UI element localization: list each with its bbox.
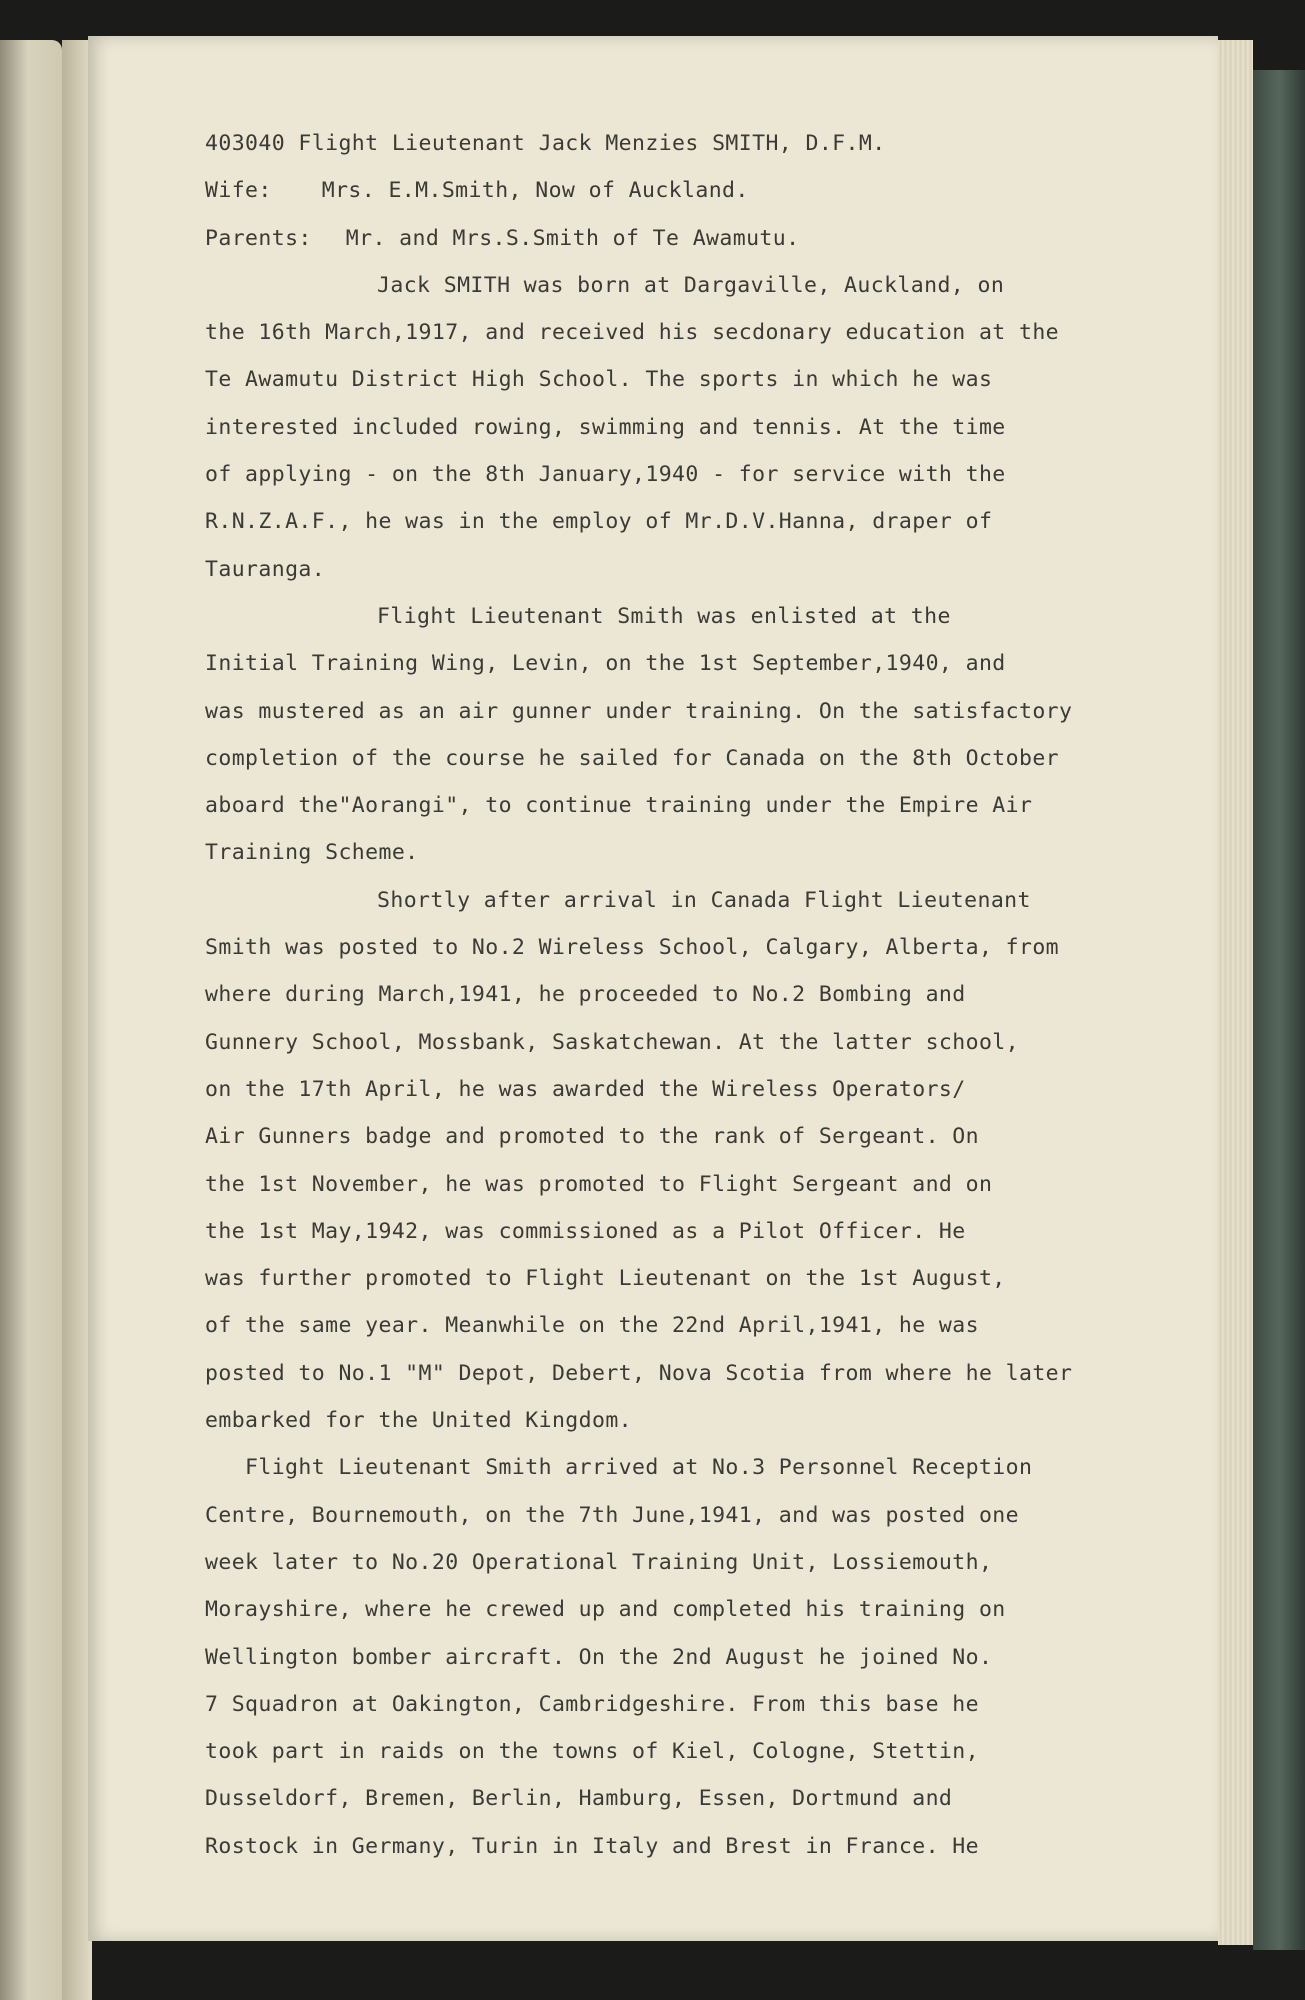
- body-line: Smith was posted to No.2 Wireless School, Calgary, Alberta, from: [205, 935, 1060, 961]
- parents-label: Parents:: [205, 225, 312, 251]
- body-line: on the 17th April, he was awarded the Wireless Operators/: [205, 1076, 966, 1102]
- body-line: took part in raids on the towns of Kiel, Cologne, Stettin,: [205, 1739, 979, 1765]
- body-line: R.N.Z.A.F., he was in the employ of Mr.D.V.Hanna, draper of: [205, 509, 993, 535]
- body-line: Flight Lieutenant Smith was enlisted at the: [377, 603, 951, 629]
- page-stack-edge: [1218, 40, 1253, 1945]
- body-line: Rostock in Germany, Turin in Italy and Brest in France. He: [205, 1833, 979, 1859]
- body-line: the 16th March,1917, and received his secdonary education at the: [205, 320, 1060, 346]
- body-line: Gunnery School, Mossbank, Saskatchewan. At the latter school,: [205, 1029, 1019, 1055]
- body-line: Shortly after arrival in Canada Flight Lieutenant: [377, 887, 1031, 913]
- body-line: week later to No.20 Operational Training Unit, Lossiemouth,: [205, 1549, 993, 1575]
- body-line: Air Gunners badge and promoted to the rank of Sergeant. On: [205, 1124, 979, 1150]
- body-line: Te Awamutu District High School. The sports in which he was: [205, 367, 993, 393]
- body-line: the 1st November, he was promoted to Flight Sergeant and on: [205, 1171, 993, 1197]
- body-line: Tauranga.: [205, 556, 326, 582]
- body-line: Training Scheme.: [205, 840, 419, 866]
- parents-line: [205, 215, 1205, 262]
- body-line: of applying - on the 8th January,1940 - for service with the: [205, 462, 1006, 488]
- body-line: of the same year. Meanwhile on the 22nd April,1941, he was: [205, 1313, 979, 1339]
- book-binding: [1253, 70, 1305, 1950]
- body-line: completion of the course he sailed for Canada on the 8th October: [205, 745, 1060, 771]
- typed-text-block: [205, 120, 1205, 1870]
- wife-value: Mrs. E.M.Smith, Now of Auckland.: [321, 178, 749, 204]
- body-line: posted to No.1 "M" Depot, Debert, Nova Scotia from where he later: [205, 1360, 1073, 1386]
- body-line: was mustered as an air gunner under training. On the satisfactory: [205, 698, 1073, 724]
- body-line: embarked for the United Kingdom.: [205, 1408, 633, 1434]
- left-page-edge: [0, 40, 62, 2000]
- parents-value: Mr. and Mrs.S.Smith of Te Awamutu.: [345, 225, 800, 251]
- body-line: the 1st May,1942, was commissioned as a Pilot Officer. He: [205, 1218, 966, 1244]
- body-line: aboard the"Aorangi", to continue training under the Empire Air: [205, 793, 1033, 819]
- wife-label: Wife:: [205, 178, 272, 204]
- body-line: Wellington bomber aircraft. On the 2nd August he joined No.: [205, 1644, 993, 1670]
- body-line: Dusseldorf, Bremen, Berlin, Hamburg, Essen, Dortmund and: [205, 1786, 953, 1812]
- body-line: Centre, Bournemouth, on the 7th June,1941, and was posted one: [205, 1502, 1019, 1528]
- record-heading: 403040 Flight Lieutenant Jack Menzies SMITH, D.F.M.: [205, 131, 886, 156]
- body-line: Jack SMITH was born at Dargaville, Auckland, on: [377, 272, 1005, 298]
- body-line: was further promoted to Flight Lieutenant on the 1st August,: [205, 1266, 1006, 1292]
- body-line: where during March,1941, he proceeded to No.2 Bombing and: [205, 982, 966, 1008]
- wife-line: [205, 167, 1205, 214]
- body-line: Initial Training Wing, Levin, on the 1st September,1940, and: [205, 651, 1006, 677]
- body-line: Morayshire, where he crewed up and completed his training on: [205, 1597, 1006, 1623]
- body-line: Flight Lieutenant Smith arrived at No.3 Personnel Reception: [245, 1455, 1033, 1481]
- body-line: 7 Squadron at Oakington, Cambridgeshire. From this base he: [205, 1691, 979, 1717]
- body-line: interested included rowing, swimming and tennis. At the time: [205, 414, 1006, 440]
